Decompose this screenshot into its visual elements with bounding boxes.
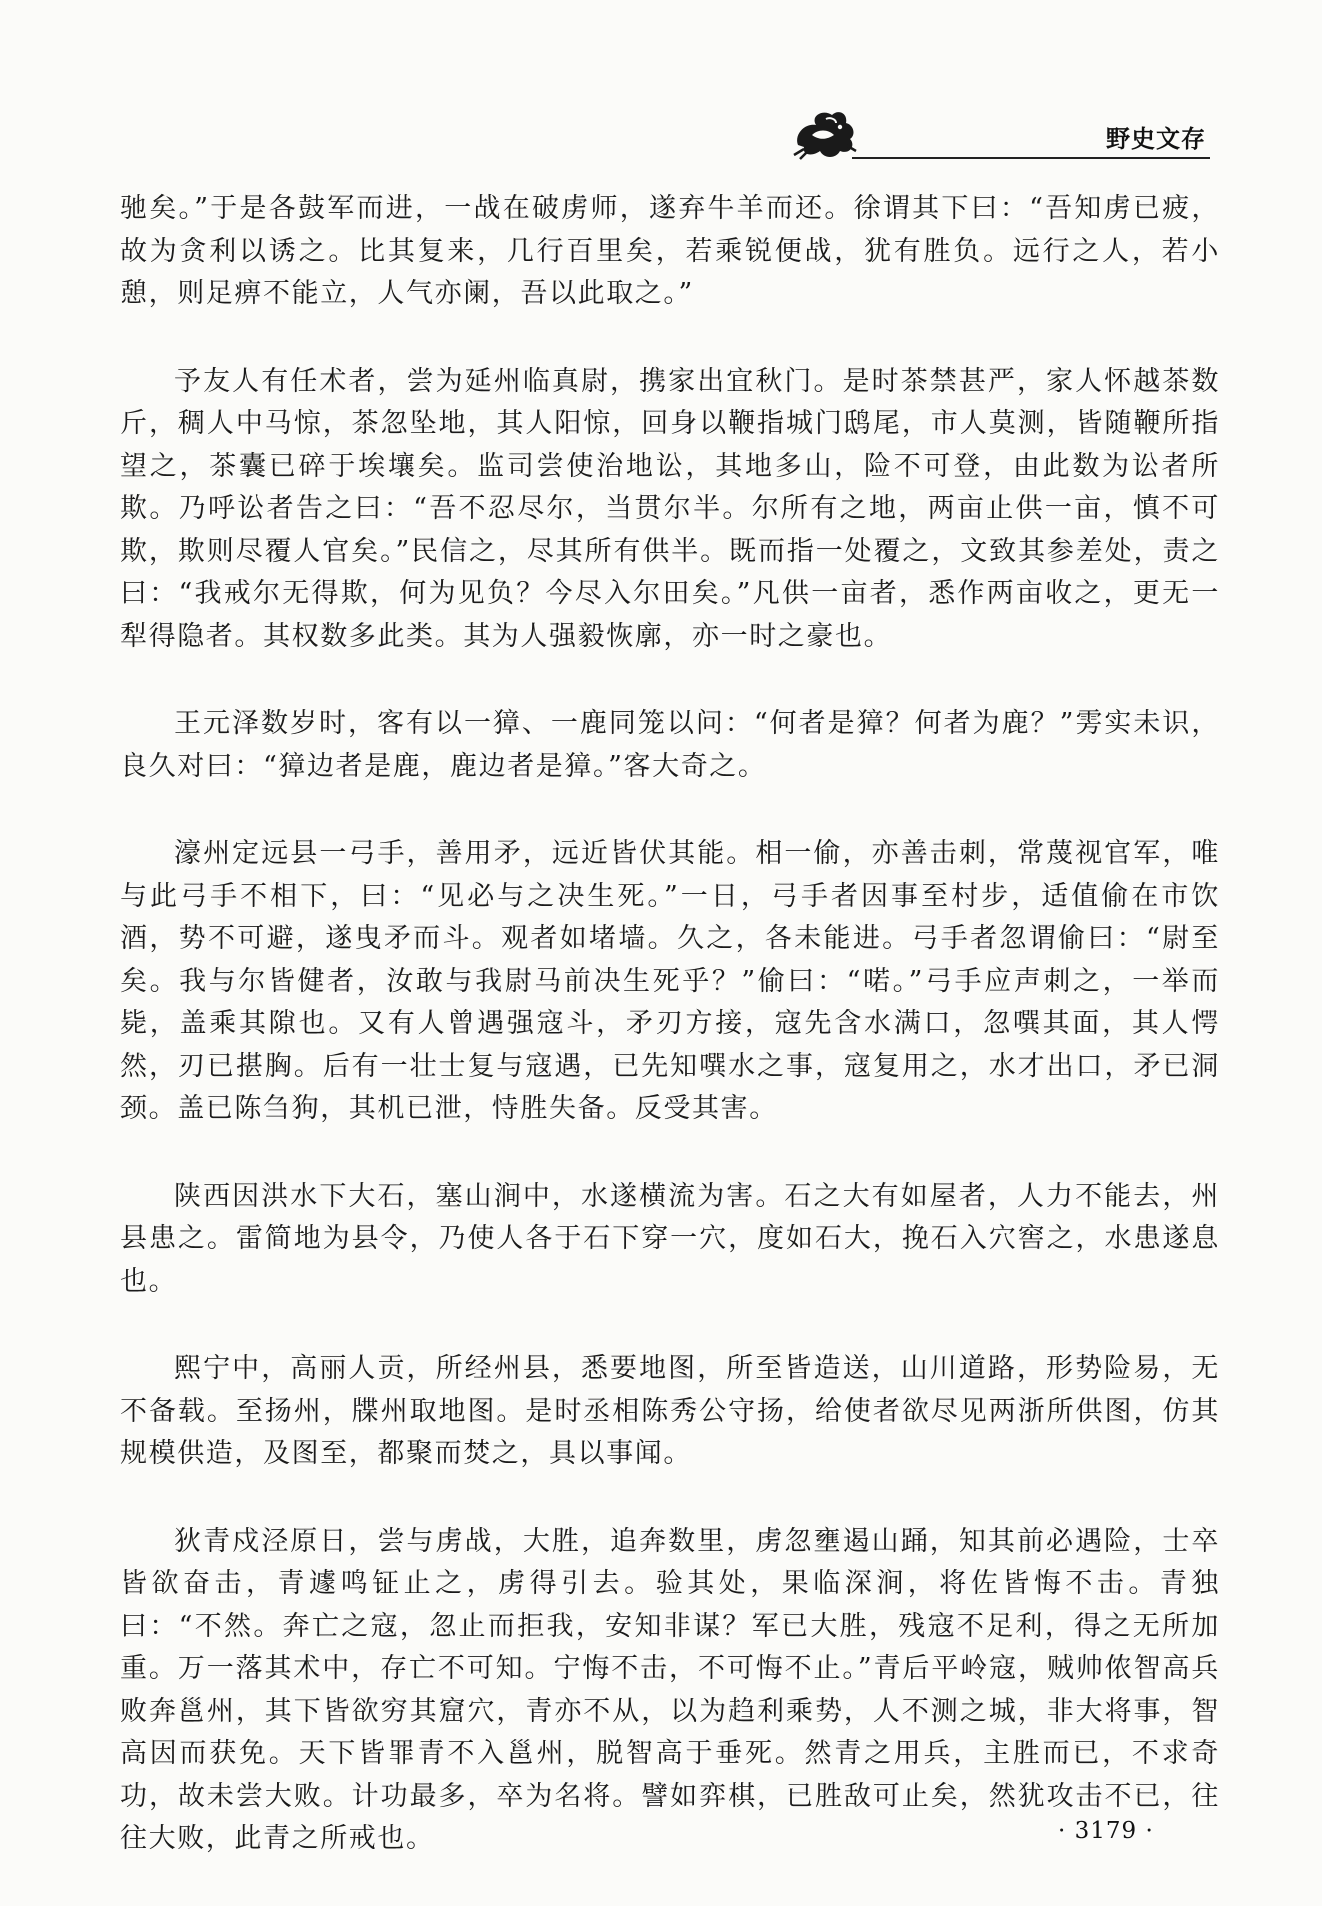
paragraph: 驰矣。”于是各鼓军而进，一战在破虏师，遂弃牛羊而还。徐谓其下曰：“吾知虏已疲，故为贪利以诱之。比其复来，几行百里矣，若乘锐便战，犹有胜负。远行之人，若小憩，则足痹不能立，人气亦阑，吾以此取之。”: [120, 193, 1220, 309]
paragraph: 王元泽数岁时，客有以一獐、一鹿同笼以问：“何者是獐？何者为鹿？”雱实未识，良久对曰：“獐边者是鹿，鹿边者是獐。”客大奇之。: [120, 708, 1220, 782]
page-number: · 3179 ·: [1058, 1818, 1154, 1844]
paragraph: 濠州定远县一弓手，善用矛，远近皆伏其能。相一偷，亦善击刺，常蔑视官军，唯与此弓手不相下，曰：“见必与之决生死。”一日，弓手者因事至村步，适值偷在市饮酒，势不可避，遂曳矛而斗。观者如堵墙。久之，各未能进。弓手者忽谓偷曰：“尉至矣。我与尔皆健者，汝敢与我尉马前决生死乎？”偷曰：“喏。”弓手应声刺之，一举而毙，盖乘其隙也。又有人曾遇强寇斗，矛刃方接，寇先含水满口，忽噀其面，其人愕然，刃已揕胸。后有一壮士复与寇遇，已先知噀水之事，寇复用之，水才出口，矛已洞颈。盖已陈刍狗，其机已泄，恃胜失备。反受其害。: [120, 838, 1220, 1124]
paragraph: 陕西因洪水下大石，塞山涧中，水遂横流为害。石之大有如屋者，人力不能去，州县患之。雷简地为县令，乃使人各于石下穿一穴，度如石大，挽石入穴窖之，水患遂息也。: [120, 1180, 1220, 1297]
body-text: [120, 188, 1220, 1906]
header-rule: [852, 157, 1210, 159]
paragraph: 予友人有任术者，尝为延州临真尉，携家出宜秋门。是时茶禁甚严，家人怀越茶数斤，稠人中马惊，茶忽坠地，其人阳惊，回身以鞭指城门鸱尾，市人莫测，皆随鞭所指望之，茶囊已碎于埃壤矣。监司尝使治地讼，其地多山，险不可登，由此数为讼者所欺。乃呼讼者告之曰：“吾不忍尽尔，当贯尔半。尔所有之地，两亩止供一亩，慎不可欺，欺则尽覆人官矣。”民信之，尽其所有供半。既而指一处覆之，文致其参差处，责之曰：“我戒尔无得欺，何为见负？今尽入尔田矣。”凡供一亩者，悉作两亩收之，更无一犁得隐者。其权数多此类。其为人强毅恢廓，亦一时之豪也。: [120, 365, 1220, 652]
dragon-emblem-icon: [790, 105, 860, 163]
series-title: 野史文存: [1106, 125, 1206, 153]
running-header: [790, 105, 1210, 165]
paragraph: 熙宁中，高丽人贡，所经州县，悉要地图，所至皆造送，山川道路，形势险易，无不备载。至扬州，牒州取地图。是时丞相陈秀公守扬，给使者欲尽见两浙所供图，仿其规模供造，及图至，都聚而焚之，具以事闻。: [120, 1353, 1220, 1469]
paragraph: 狄青戍泾原日，尝与虏战，大胜，追奔数里，虏忽壅遏山踊，知其前必遇险，士卒皆欲奋击，青遽鸣钲止之，虏得引去。验其处，果临深涧，将佐皆悔不击。青独曰：“不然。奔亡之寇，忽止而拒我，安知非谋？军已大胜，残寇不足利，得之无所加重。万一落其术中，存亡不可知。宁悔不击，不可悔不止。”青后平岭寇，贼帅侬智高兵败奔邕州，其下皆欲穷其窟穴，青亦不从，以为趋利乘势，人不测之城，非大将事，智高因而获免。天下皆罪青不入邕州，脱智高于垂死。然青之用兵，主胜而已，不求奇功，故未尝大败。计功最多，卒为名将。譬如弈棋，已胜敌可止矣，然犹攻击不已，往往大败，此青之所戒也。: [120, 1525, 1220, 1854]
